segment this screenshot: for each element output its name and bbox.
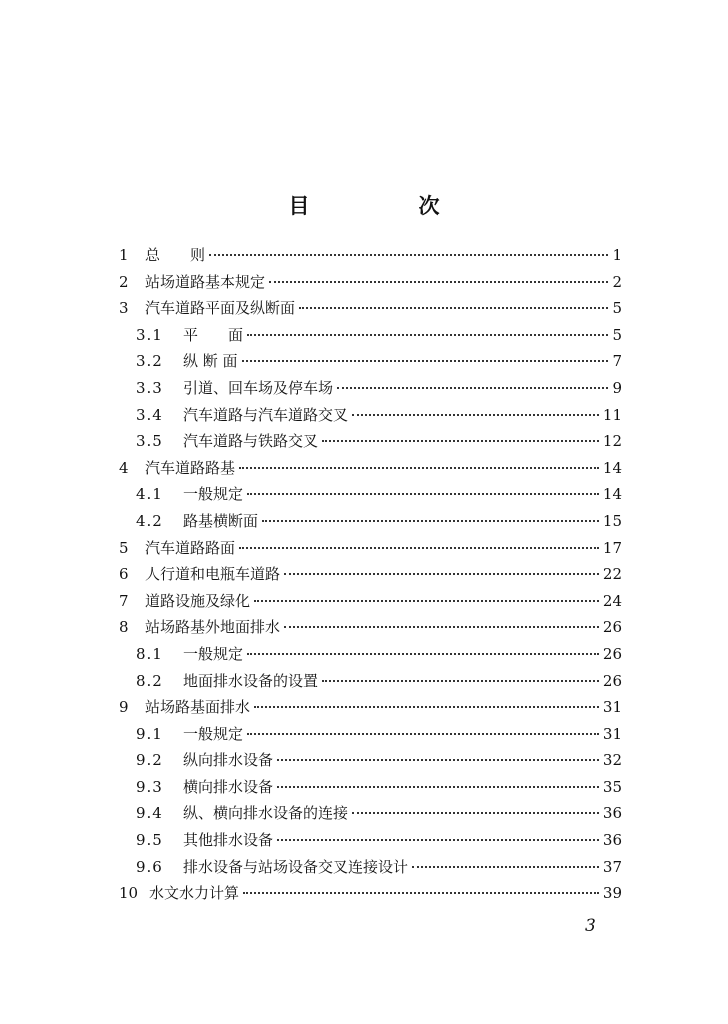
toc-entry-label: 站场道路基本规定 [145, 272, 266, 291]
toc-dot-leader [262, 520, 599, 522]
toc-entry-page: 14 [602, 458, 622, 477]
toc-entry-page: 12 [602, 432, 622, 451]
toc-entry [119, 616, 622, 643]
toc-entry-label: 站场路基外地面排水 [145, 618, 281, 637]
toc-dot-leader [247, 493, 599, 495]
toc-entry [119, 829, 622, 856]
toc-entry-page: 32 [602, 751, 622, 770]
toc-dot-leader [352, 414, 599, 416]
toc-entry-page: 39 [602, 884, 622, 903]
toc-entry-page: 35 [602, 777, 622, 796]
toc-entry-number: 9.6 [136, 857, 163, 876]
toc-entry-label: 道路设施及绿化 [145, 591, 251, 610]
toc-entry-page: 7 [612, 352, 622, 371]
toc-dot-leader [247, 334, 608, 336]
toc-dot-leader [247, 653, 599, 655]
table-of-contents [119, 244, 622, 909]
toc-entry [119, 244, 622, 271]
toc-entry-page: 17 [602, 538, 622, 557]
toc-entry-page: 31 [602, 698, 622, 717]
toc-dot-leader [254, 600, 599, 602]
toc-entry [119, 643, 622, 670]
toc-entry-label: 一般规定 [183, 644, 244, 663]
toc-entry-page: 1 [612, 246, 622, 264]
toc-entry-label: 纵向排水设备 [183, 751, 274, 770]
toc-entry [119, 510, 622, 537]
toc-dot-leader [337, 387, 608, 389]
toc-entry-number: 1 [119, 246, 129, 264]
toc-entry [119, 590, 622, 617]
toc-dot-leader [242, 360, 608, 362]
toc-dot-leader [412, 866, 599, 868]
toc-entry-number: 9.3 [136, 777, 163, 796]
toc-entry-label: 纵 断 面 [183, 352, 238, 371]
toc-entry-page: 5 [612, 299, 622, 318]
toc-entry-page: 36 [602, 831, 622, 850]
toc-entry [119, 670, 622, 697]
toc-dot-leader [322, 440, 599, 442]
toc-entry [119, 696, 622, 723]
toc-entry-label: 地面排水设备的设置 [183, 671, 319, 690]
toc-entry-page: 37 [602, 857, 622, 876]
toc-entry-number: 3.2 [136, 352, 163, 371]
toc-entry [119, 377, 622, 404]
toc-entry [119, 856, 622, 883]
toc-entry-label: 横向排水设备 [183, 777, 274, 796]
toc-entry [119, 404, 622, 431]
toc-entry [119, 537, 622, 564]
toc-entry-number: 3 [119, 299, 129, 318]
toc-dot-leader [254, 706, 599, 708]
toc-entry-number: 10 [119, 884, 139, 903]
toc-entry-number: 3.3 [136, 378, 163, 397]
toc-entry-label: 总 则 [145, 246, 206, 264]
toc-entry-label: 一般规定 [183, 485, 244, 504]
toc-entry-number: 7 [119, 591, 129, 610]
toc-entry-page: 24 [602, 591, 622, 610]
toc-entry-page: 9 [612, 378, 622, 397]
toc-entry-label: 路基横断面 [183, 511, 259, 530]
toc-dot-leader [243, 892, 599, 894]
toc-dot-leader [299, 307, 608, 309]
toc-entry-label: 平 面 [183, 325, 244, 344]
toc-entry-label: 引道、回车场及停车场 [183, 378, 334, 397]
toc-entry [119, 430, 622, 457]
page-number: 3 [585, 916, 596, 936]
toc-entry-number: 3.4 [136, 405, 163, 424]
toc-entry-number: 9.4 [136, 804, 163, 823]
toc-entry-page: 31 [602, 724, 622, 743]
toc-entry-page: 26 [602, 618, 622, 637]
toc-entry [119, 723, 622, 750]
toc-dot-leader [277, 839, 599, 841]
toc-dot-leader [209, 254, 608, 256]
toc-entry-label: 汽车道路与汽车道路交叉 [183, 405, 349, 424]
toc-entry-page: 26 [602, 671, 622, 690]
toc-entry-number: 9.5 [136, 831, 163, 850]
toc-entry-number: 3.1 [136, 325, 163, 344]
toc-entry [119, 297, 622, 324]
toc-entry [119, 776, 622, 803]
toc-entry-label: 汽车道路路面 [145, 538, 236, 557]
toc-entry-page: 15 [602, 511, 622, 530]
toc-dot-leader [277, 786, 599, 788]
toc-entry-label: 一般规定 [183, 724, 244, 743]
toc-dot-leader [352, 812, 599, 814]
toc-entry [119, 324, 622, 351]
toc-entry-number: 4.1 [136, 485, 163, 504]
toc-entry-page: 26 [602, 644, 622, 663]
toc-entry-label: 水文水力计算 [149, 884, 240, 903]
toc-entry-number: 5 [119, 538, 129, 557]
toc-dot-leader [322, 680, 599, 682]
toc-entry-label: 其他排水设备 [183, 831, 274, 850]
toc-entry-number: 6 [119, 565, 129, 584]
toc-entry-number: 4 [119, 458, 129, 477]
toc-entry [119, 882, 622, 909]
toc-entry-label: 汽车道路与铁路交叉 [183, 432, 319, 451]
toc-entry-label: 纵、横向排水设备的连接 [183, 804, 349, 823]
toc-dot-leader [284, 573, 599, 575]
toc-entry-page: 14 [602, 485, 622, 504]
toc-entry-number: 2 [119, 272, 129, 291]
toc-entry-label: 人行道和电瓶车道路 [145, 565, 281, 584]
toc-entry-number: 8.2 [136, 671, 163, 690]
toc-entry [119, 802, 622, 829]
toc-entry-number: 9.1 [136, 724, 163, 743]
toc-entry [119, 457, 622, 484]
toc-dot-leader [269, 281, 608, 283]
toc-dot-leader [239, 547, 599, 549]
toc-entry-label: 站场路基面排水 [145, 698, 251, 717]
toc-dot-leader [284, 626, 599, 628]
toc-entry [119, 563, 622, 590]
toc-dot-leader [277, 759, 599, 761]
toc-entry-label: 排水设备与站场设备交叉连接设计 [183, 857, 409, 876]
toc-entry-number: 3.5 [136, 432, 163, 451]
toc-entry-page: 11 [602, 405, 622, 424]
toc-entry-page: 36 [602, 804, 622, 823]
toc-entry-number: 8.1 [136, 644, 163, 663]
page-title: 目 次 [288, 193, 484, 218]
toc-entry-number: 4.2 [136, 511, 163, 530]
toc-entry [119, 271, 622, 298]
toc-entry-page: 2 [612, 272, 622, 291]
toc-entry-number: 9 [119, 698, 129, 717]
toc-entry-page: 22 [602, 565, 622, 584]
toc-entry-number: 9.2 [136, 751, 163, 770]
toc-entry [119, 350, 622, 377]
toc-entry-page: 5 [612, 325, 622, 344]
toc-entry [119, 483, 622, 510]
toc-entry [119, 749, 622, 776]
toc-entry-number: 8 [119, 618, 129, 637]
toc-dot-leader [239, 467, 599, 469]
toc-dot-leader [247, 733, 599, 735]
toc-entry-label: 汽车道路路基 [145, 458, 236, 477]
toc-entry-label: 汽车道路平面及纵断面 [145, 299, 296, 318]
